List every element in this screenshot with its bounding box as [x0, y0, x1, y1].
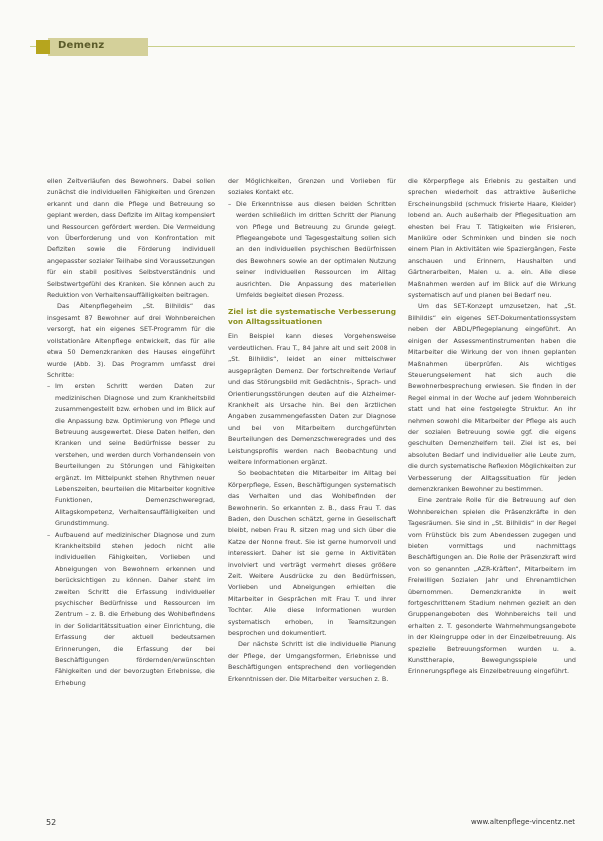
page-header: [0, 36, 603, 58]
list-item: – Die Erkenntnisse aus diesen beiden Schritten werden schließlich im dritten Schritt der Planung von Pflege und Betreuung zu Grunde gelegt. Pflegeangebote und Tagesgestaltung sollen sich an den individuellen psychischen Bedürfnissen des Bewohners sowie an der optimalen Nutzung seiner individuellen Ressourcen im Alltag ausrichten. Die Anpassung des materiellen Umfelds begleitet diesen Prozess.: [236, 199, 396, 302]
steps-list-continued: [228, 199, 396, 302]
section-marker: [36, 40, 50, 54]
paragraph: Der nächste Schritt ist die individuelle Planung der Pflege, der Umgangsformen, Erlebnisse und Beschäftigungen entsprechend den vorliegenden Erkenntnissen der. Die Mitarbeiter versuchen z. B.: [228, 640, 396, 683]
paragraph: So beobachteten die Mitarbeiter im Alltag bei Körperpflege, Essen, Beschäftigungen systematisch das Verhalten und das Wohlbefinden der Bewohnerin. So erkannten z. B., dass Frau T. das Baden, den Duschen schätzt, gerne in Gesellschaft bleibt, neben Frau R. sitzen mag und sich über die Katze der Nonne freut. Sie ist gerne humorvoll und interessiert. Daher ist sie gerne in Aktivitäten involviert und verträgt vermehrt dieses größere Zeit. Weitere Ausdrücke zu den Bedürfnissen, Vorlieben und Abneigungen erhielten die Mitarbeiter in Gesprächen mit Frau T. und ihrer Tochter. Alle diese Informationen wurden systematisch erhoben, in Teamsitzungen besprochen und dokumentiert.: [228, 469, 396, 638]
steps-list: [47, 381, 215, 689]
list-item: – Im ersten Schritt werden Daten zur medizinischen Diagnose und zum Krankheitsbild zusammengestellt bzw. erhoben und im Blick auf die Anpassung bzw. Optimierung von Pflege und Betreuung ausgewertet. Diese Daten helfen, den Kranken und seine Bedürfnisse besser zu verstehen, und werden durch Vorhandensein von Beurteilungen zu Störungen und Fähigkeiten ergänzt. Im Mittelpunkt stehen Rhythmen neuer Lebenszeiten, beurteilen die Mitarbeiter kognitive Funktionen, Demenzschweregrad, Alltagskompetenz, Verhaltensauffälligkeiten und Grundstimmung.: [55, 381, 215, 529]
paragraph: die Körperpflege als Erlebnis zu gestalten und sprechen wiederholt das attraktive äußerliche Erscheinungsbild (schmuck frisierte Haare, Kleider) lobend an. Auch außerhalb der Pflegesituation am ehesten bei Frau T. Tätigkeiten wie Frisieren, Maniküre oder Schminken und binden sie noch einem Plan in Aktivitäten wie Spaziergängen, Feste anschauen und Erinnern, Haushalten und Gärtnerarbeiten, Malen u. a. ein. Alle diese Maßnahmen werden auf im Blick auf die Wirkung systematisch auf und planen bei Bedarf neu.: [408, 177, 576, 300]
paragraph: Ein Beispiel kann dieses Vorgehensweise verdeutlichen. Frau T., 84 Jahre alt und seit 2008 in „St. Bilhildis“, leidet an einer mittelschwer ausgeprägten Demenz. Der fortschreitende Verlauf und das Störungsbild mit Gedächtnis-, Sprach- und Orientierungsstörungen deuten auf die Alzheimer-Krankheit als Ursache hin. Bei den ärztlichen Angaben zusammengefassten Daten zur Diagnose und bei von Mitarbeitern durchgeführten Beurteilungen des Demenzschweregrades und des Leistungsprofils werden nach Beobachtung und weitere Informationen ergänzt.: [228, 332, 396, 466]
column-3: [408, 176, 576, 678]
paragraph: Eine zentrale Rolle für die Betreuung auf den Wohnbereichen spielen die Präsenzkräfte in den Tagesräumen. Sie sind in „St. Bilhildis“ in der Regel vom Frühstück bis zum Abendessen zugegen und bieten vormittags und nachmittags Beschäftigungen an. Die Rolle der Präsenzkraft wird von so genannten „AZR-Kräften“, Mitarbeitern im Freiwilligen Sozialen Jahr und Ehrenamtlichen übernommen. Demenzkrankte in weit fortgeschrittenem Stadium nehmen gezielt an den Gruppenangeboten des Wohnbereichs teil und erhalten z. T. gesonderte Wahrnehmungsangebote in der Kleingruppe oder in der Einzelbetreuung. Als spezielle Betreuungsformen wurden u. a. Kunsttherapie, Bewegungsspiele und Erinnerungspflege als Einzelbetreuung eingeführt.: [408, 496, 576, 676]
paragraph: Um das SET-Konzept umzusetzen, hat „St. Bilhildis“ ein eigenes SET-Dokumentationssystem neben der ABDL/Pflegeplanung eingeführt. An einigen der Assessmentinstrumenten haben die Mitarbeiter die Wirkung der von ihnen geplanten Maßnahmen überprüfen. Als wichtiges Steuerungselement hat sich auch die Bewohnerbesprechung erwiesen. Sie finden in der Regel einmal in der Woche auf jedem Wohnbereich statt und hat eine festgelegte Struktur. An ihr nehmen sowohl die Mitarbeiter der Pflege als auch der sozialen Betreuung sowie ggf. die eigens geschulten Demenzhelfern teil. Ziel ist es, bei absoluten Bedarf und individueller alle Leute zum, die durch systematische Reflexion Möglichkeiten zur Verbesserung der Alltagssituation für jeden demenzkranken Bewohner zu bestimmen.: [408, 302, 576, 493]
column-2: [228, 176, 396, 685]
paragraph: ellen Zeitverläufen des Bewohners. Dabei sollen zunächst die individuellen Fähigkeiten und Grenzen erkannt und dann die Pflege und Betreuung so geplant werden, dass Defizite im Alltag kompensiert und Ressourcen gefördert werden. Die Vermeidung von Überforderung und von Konfrontation mit Defiziten sowie die Förderung individuell angepasster sozialer Teilhabe sind Voraussetzungen für ein stabil positives Selbstverständnis und Selbstwertgefühl des Kranken. Sie können auch zu Reduktion von Verhaltensauffälligkeiten beitragen.: [47, 177, 215, 300]
list-item: – Aufbauend auf medizinischer Diagnose und zum Krankheitsbild stehen jedoch nicht alle individuellen Fähigkeiten, Vorlieben und Abneigungen von Bewohnern erkennen und berücksichtigen zu können. Daher steht im zweiten Schritt die Erfassung individueller psychischer Bedürfnisse und Ressourcen im Zentrum – z. B. die Erhebung des Wohlbefindens in der Solidaritätssituation einer Einrichtung, die Erfassung der aktuell bedeutsamen Erinnerungen, die Erfassung der bei Beschäftigungen fördernden/erwünschten Fähigkeiten und der bevorzugten Erlebnisse, die Erhebung: [55, 530, 215, 690]
paragraph: der Möglichkeiten, Grenzen und Vorlieben für soziales Kontakt etc.: [228, 177, 396, 197]
page-number: 52: [46, 818, 57, 827]
paragraph: Das Altenpflegeheim „St. Bilhildis“ das insgesamt 87 Bewohner auf drei Wohnbereichen versorgt, hat ein eigenes SET-Programm für die vollstationäre Altenpflege entwickelt, das für alle etwa 50 Demenzkranken des Hauses eingeführt wurde (Abb. 3). Das Programm umfasst drei Schritte:: [47, 302, 215, 379]
column-1: [47, 176, 215, 689]
footer-url: www.altenpflege-vincentz.net: [471, 818, 575, 826]
section-title: Demenz: [58, 40, 105, 51]
section-heading: Ziel ist die systematische Verbesserung von Alltagssituationen: [228, 307, 396, 327]
